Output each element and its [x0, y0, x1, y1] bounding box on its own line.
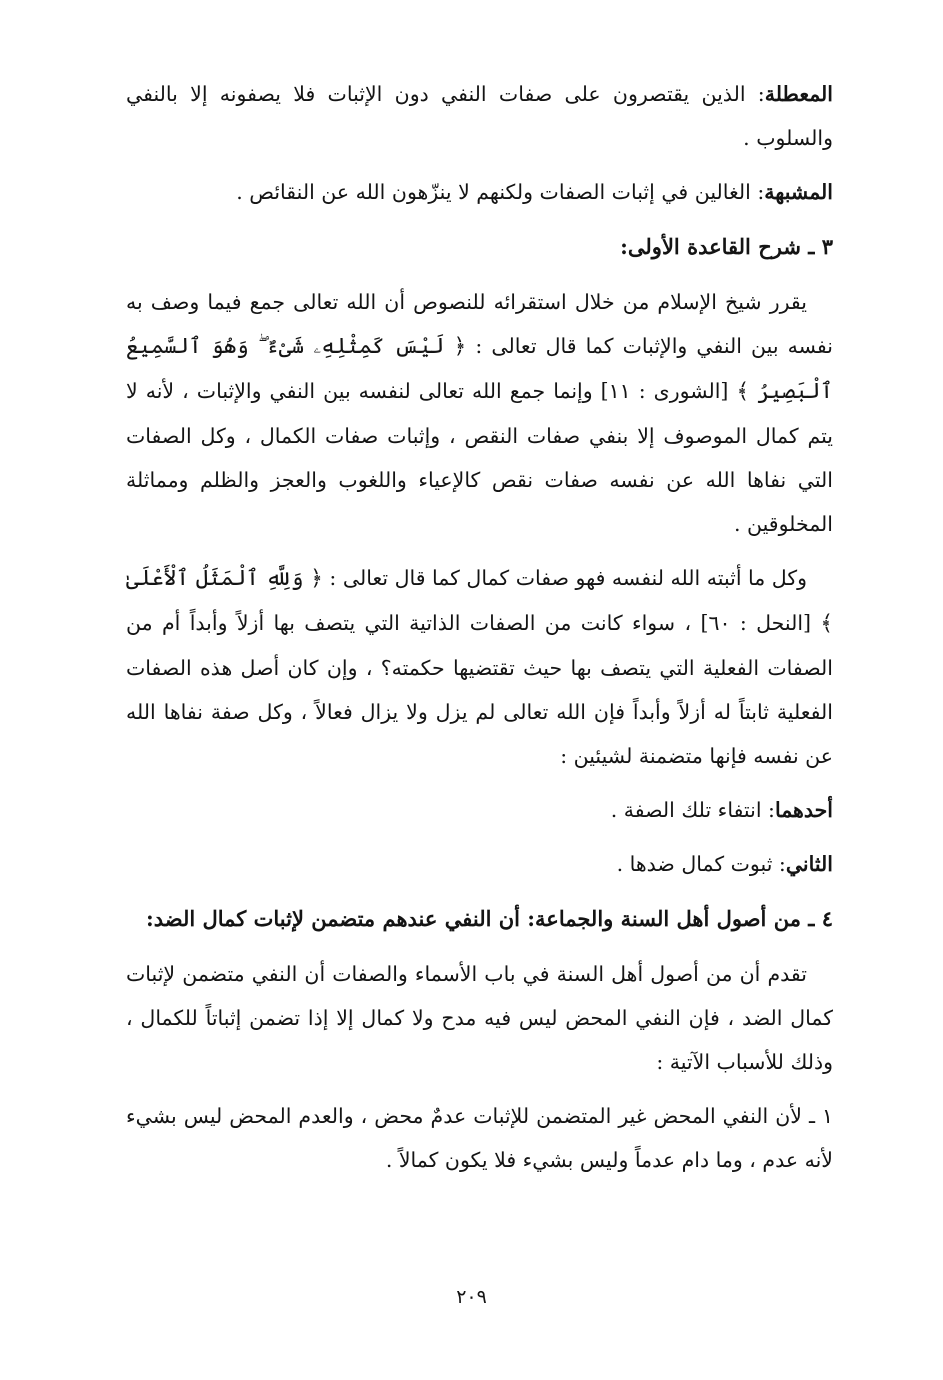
second-point-text: : ثبوت كمال ضدها . [616, 852, 786, 876]
section-3-heading: ٣ ـ شرح القاعدة الأولى: [620, 234, 833, 259]
section-4-heading: ٤ ـ من أصول أهل السنة والجماعة: أن النفي عندهم متضمن لإثبات كمال الضد: [145, 906, 833, 931]
section-3-paragraph-2-end: [النحل : ٦٠] ، سواء كانت من الصفات الذاتية التي يتصف بها أزلاً وأبداً أم من الصفات الفعلية التي يتصف بها حيث تقتضيها حكمته؟ ، وإن كان أصل هذه الصفات الفعلية ثابتاً له أزلاً وأبداً فإن الله تعالى لم يزل ولا يزال فعالاً ، وكل صفة نفاها الله عن نفسه فإنها متضمنة لشيئين : [126, 611, 833, 768]
section-4-paragraph-1: تقدم أن من أصول أهل السنة في باب الأسماء والصفات أن النفي متضمن لإثبات كمال الضد ، فإن النفي المحض ليس فيه مدح ولا كمال إلا إذا تضمن إثباتاً للكمال ، وذلك للأسباب الآتية : [126, 962, 833, 1074]
section-3-paragraph-1-start: يقرر شيخ الإسلام من خلال استقرائه للنصوص أن الله تعالى جمع فيما وصف به نفسه بين النفي والإثبات كما قال تعالى : [126, 290, 833, 358]
quran-verse-shura: ﴿ لَيْسَ كَمِثْلِهِۦ شَىْءٌ ۖ وَهُوَ ٱلسَّمِيعُ ٱلْبَصِيرُ ﴾ [126, 334, 833, 404]
definition-muattila [126, 72, 833, 160]
definition-mushabbiha-text: : الغالين في إثبات الصفات ولكنهم لا ينزّهون الله عن النقائص . [236, 180, 765, 204]
section-3-paragraph-2 [126, 556, 833, 778]
second-point [126, 842, 833, 886]
section-3-paragraph-1-end: [الشورى : ١١] وإنما جمع الله تعالى لنفسه بين النفي والإثبات ، لأنه لا يتم كمال الموصوف إلا بنفي صفات النقص ، وإثبات صفات الكمال ، وكل الصفات التي نفاها الله عن نفسه صفات نقص كالإعياء واللغوب والعجز والظلم ومماثلة المخلوقين . [126, 379, 833, 536]
page-number: ٢٠٩ [456, 1286, 487, 1308]
quran-verse-nahl: ﴿ وَلِلَّهِ ٱلْمَثَلُ ٱلْأَعْلَىٰ ﴾ [126, 566, 834, 636]
second-point-label: الثاني [785, 852, 833, 876]
section-4-paragraph-2: ١ ـ لأن النفي المحض غير المتضمن للإثبات عدمٌ محض ، والعدم المحض ليس بشيء لأنه عدم ، وما دام عدماً وليس بشيء فلا يكون كمالاً . [126, 1104, 833, 1172]
first-point [126, 788, 833, 832]
term-mushabbiha: المشبهة [764, 180, 833, 204]
first-point-text: : انتفاء تلك الصفة . [610, 798, 775, 822]
first-point-label: أحدهما [774, 798, 833, 822]
section-3-paragraph-1 [126, 280, 833, 546]
section-3-paragraph-2-start: وكل ما أثبته الله لنفسه فهو صفات كمال كما قال تعالى : [322, 566, 807, 590]
term-muattila: المعطلة [764, 82, 833, 106]
definition-mushabbiha [126, 170, 833, 214]
definition-muattila-text: : الذين يقتصرون على صفات النفي دون الإثبات فلا يصفونه إلا بالنفي والسلوب . [126, 82, 833, 150]
